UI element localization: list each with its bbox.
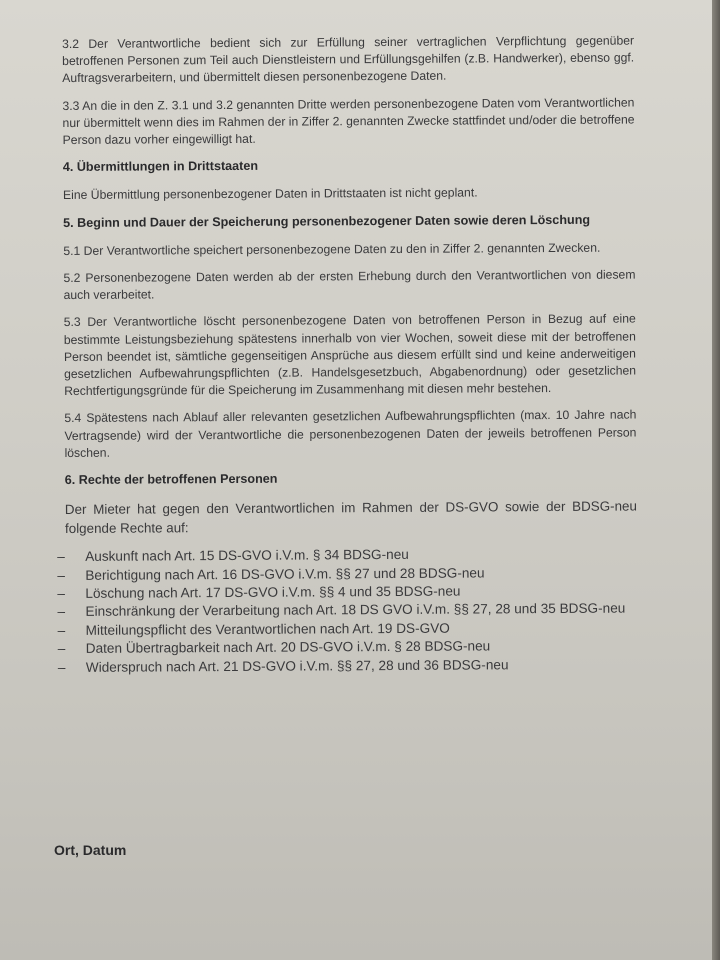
heading-section-4: 4. Übermittlungen in Drittstaaten (62, 159, 259, 175)
list-item: – Mitteilungspflicht des Verantwortlichen nach Art. 19 DS-GVO (57, 620, 450, 638)
paragraph-5-2: 5.2 Personenbezogene Daten werden ab der ersten Erhebung durch den Verantwortlichen von diesem auch verarbeitet. (63, 267, 636, 303)
paragraph-3-2: 3.2 Der Verantwortliche bedient sich zur Erfüllung seiner vertraglichen Verpflichtung gegenüber betroffenen Personen zum Teil auch Dienstleistern und Erfüllungsgehilfen (z.B. Handwerker), ebenso ggf. Auftragsverarbeitern, und übermittelt diesen personenbezogene Daten. (62, 33, 635, 86)
list-item: – Daten Übertragbarkeit nach Art. 20 DS-GVO i.V.m. § 28 BDSG-neu (57, 638, 491, 657)
paragraph-5-4: 5.4 Spätestens nach Ablauf aller relevanten gesetzlichen Aufbewahrungspflichten (max. 10 Jahre nach Vertragsende) wird der Verantwortliche die personenbezogenen Daten der jeweils betroffenen Person löschen. (64, 407, 637, 460)
paragraph-6: Der Mieter hat gegen den Verantwortlichen im Rahmen der DS-GVO sowie der BDSG-neu folgende Rechte auf: (64, 498, 637, 537)
paragraph-5-1: 5.1 Der Verantwortliche speichert personenbezogene Daten zu den in Ziffer 2. genannten Zwecken. (63, 240, 601, 258)
paragraph-5-3: 5.3 Der Verantwortliche löscht personenbezogene Daten von betroffenen Person in Bezug auf eine bestimmte Leistungsbeziehung spätestens innerhalb von vier Wochen, soweit diese mit der betroffenen Person beendet ist, sämtliche gegenseitigen Ansprüche aus diesem erfüllt sind und keine anderweitigen gesetzlichen Aufbewahrungspflichten (z.B. Handelsgesetzbuch, Abgabenordnung) oder gesetzlichen Rechtfertigungsgründe für die Speicherung im Zusammenhang mit diesen mehr bestehen. (63, 311, 637, 399)
heading-section-5: 5. Beginn und Dauer der Speicherung personenbezogener Daten sowie deren Löschung (63, 212, 591, 230)
signature-place-date-label: Ort, Datum (54, 842, 127, 858)
list-item: – Auskunft nach Art. 15 DS-GVO i.V.m. § 34 BDSG-neu (57, 547, 409, 565)
list-item: – Löschung nach Art. 17 DS-GVO i.V.m. §§ 4 und 35 BDSG-neu (57, 583, 461, 602)
list-item: – Berichtigung nach Art. 16 DS-GVO i.V.m. §§ 27 und 28 BDSG-neu (57, 565, 485, 583)
list-item: – Einschränkung der Verarbeitung nach Art. 18 DS GVO i.V.m. §§ 27, 28 und 35 BDSG-neu (57, 601, 626, 620)
paragraph-3-3: 3.3 An die in den Z. 3.1 und 3.2 genannten Dritte werden personenbezogene Daten vom Verantwortlichen nur übermittelt wenn dies im Rahmen der in Ziffer 2. genannten Zwecke stattfindet und/oder die betroffene Person dazu vorher eingewilligt hat. (62, 95, 635, 148)
document-body (57, 33, 638, 678)
heading-section-6: 6. Rechte der betroffenen Personen (64, 471, 278, 488)
rights-list (57, 545, 638, 677)
paragraph-4: Eine Übermittlung personenbezogener Daten in Drittstaaten ist nicht geplant. (62, 185, 478, 203)
page-edge (712, 0, 720, 960)
list-item: – Widerspruch nach Art. 21 DS-GVO i.V.m. §§ 27, 28 und 36 BDSG-neu (57, 656, 509, 675)
